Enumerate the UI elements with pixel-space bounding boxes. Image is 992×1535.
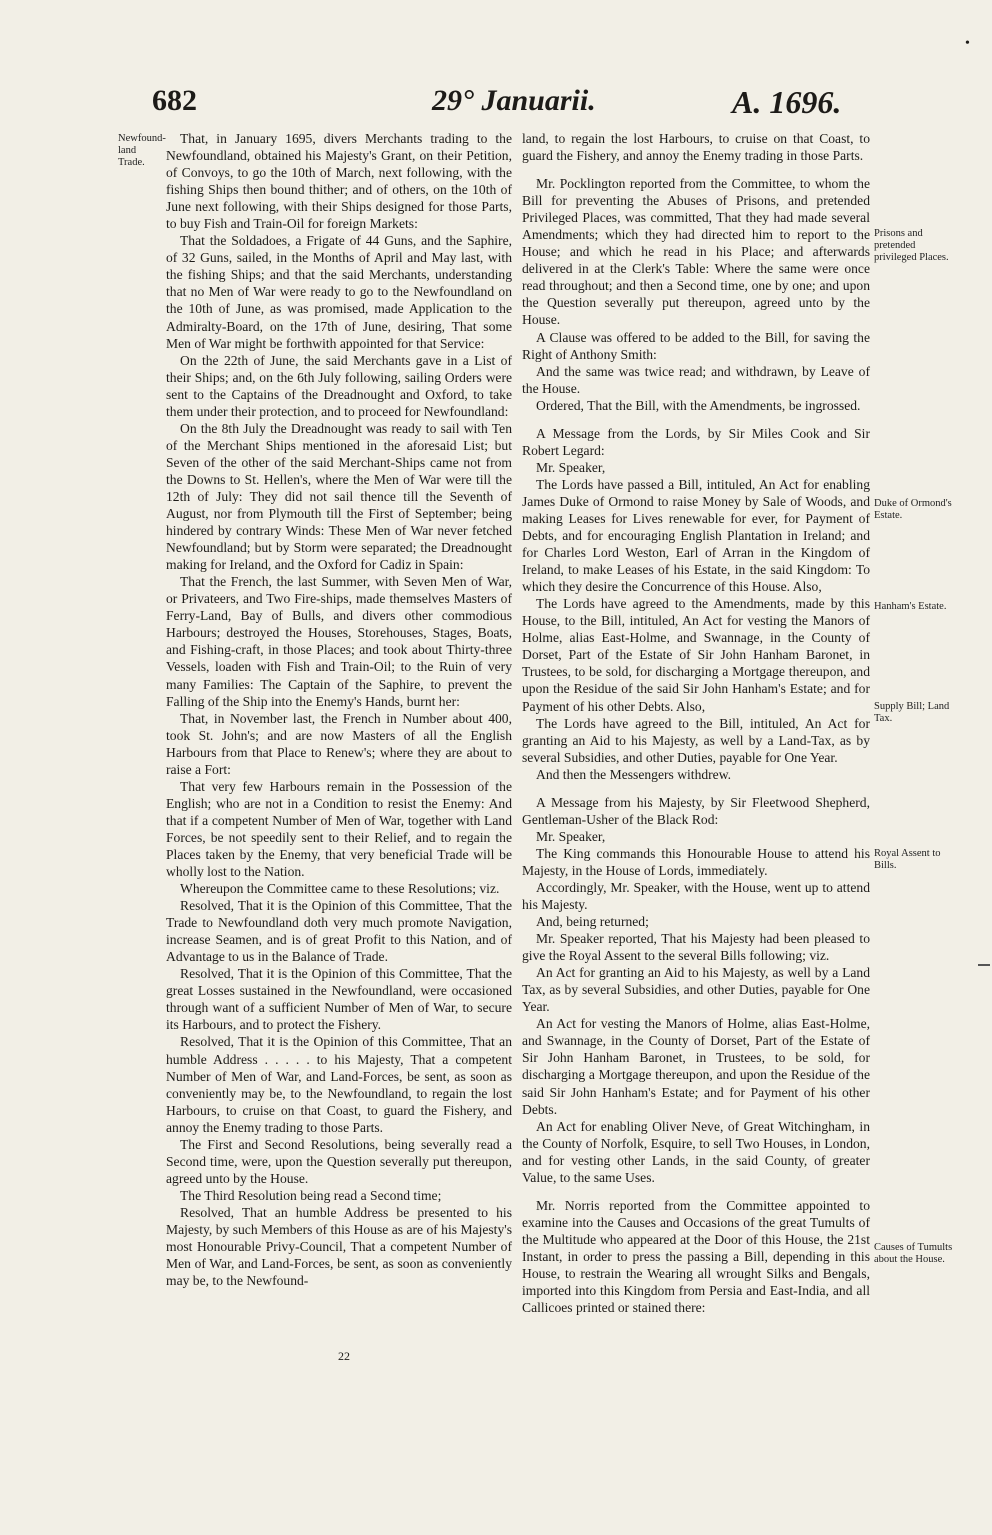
paragraph: Mr. Speaker reported, That his Majesty had been pleased to give the Royal Assent to the several Bills following; viz. [522, 931, 870, 964]
paragraph: A Message from his Majesty, by Sir Fleetwood Shepherd, Gentleman-Usher of the Black Rod: [522, 794, 870, 827]
paragraph: A Message from the Lords, by Sir Miles Cook and Sir Robert Legard: [522, 425, 870, 458]
paragraph: And then the Messengers withdrew. [536, 766, 732, 782]
running-date: 29° Januarii. [432, 84, 596, 117]
page-number: 682 [152, 84, 197, 117]
paragraph: On the 8th July the Dreadnought was ready to sail with Ten of the Merchant Ships mentioned in the aforesaid List; but Seven of the other of the said Merchant-Ships came not from the Downs to St. Hellen's, where the Men of War were till the 12th of July: They did not sail thence till the Seventh of August, nor from Plymouth till the First of September; being hindered by contrary Winds: These Men of War never fetched Newfoundland; but by Storm were separated; the Dreadnought making for Ireland, and the Oxford for Cadiz in Spain: [166, 420, 512, 573]
left-column [166, 130, 512, 1289]
paragraph: Resolved, That an humble Address be presented to his Majesty, by such Members of this House as are of his Majesty's most Honourable Privy-Council, That a competent Number of Men of War, and Land-Forces, be sent, as soon as conveniently may be, to the Newfound- [166, 1204, 512, 1289]
paragraph: land, to regain the lost Harbours, to cruise on that Coast, to guard the Fishery, and annoy the Enemy trading in those Parts. [522, 131, 870, 164]
paragraph: Resolved, That it is the Opinion of this Committee, That the Trade to Newfoundland doth very much promote Navigation, increase Seamen, and is of great Profit to this Nation, and of Advantage to us in the Balance of Trade. [166, 898, 512, 965]
paragraph: An Act for granting an Aid to his Majesty, as well by a Land Tax, as by several Subsidies, and other Duties, payable for One Year. [522, 965, 870, 1015]
margin-note-hanham: Hanham's Estate. [874, 601, 947, 612]
running-year: A. 1696. [732, 84, 842, 120]
margin-note-ormond: Duke of Ormond's Estate. [874, 498, 952, 521]
paragraph: The First and Second Resolutions, being severally read a Second time, were, upon the Question severally put thereupon, agreed unto by the House. [166, 1136, 512, 1186]
right-column [522, 130, 870, 1316]
paragraph: That, in January 1695, divers Merchants trading to the Newfoundland, obtained his Majesty's Grant, on their Petition, of Convoys, to go the 10th of March, next following, with the fishing Ships then bound thither; and of others, on the 10th of June next following, with their Ships designed for those Parts, to buy Fish and Train-Oil for foreign Markets: [166, 131, 512, 232]
paragraph: And, being returned; [536, 914, 649, 930]
margin-note-newfoundland: Newfound-land Trade. [118, 133, 166, 168]
paragraph: A Clause was offered to be added to the Bill, for saving the Right of Anthony Smith: [522, 329, 870, 362]
paragraph: Mr. Pocklington reported from the Committee, to whom the Bill for preventing the Abuses of Prisons, and pretended Privileged Places, was committed, That they had made several Amendments; which they had directed him to report to the House; and which he read in his Place; and afterwards delivered in at the Clerk's Table: Where the same were once read throughout; and then a Second time, one by one; and upon the Question severally put thereupon, agreed unto by the House. [522, 176, 870, 328]
paragraph: The Lords have passed a Bill, intituled, An Act for enabling James Duke of Ormond to raise Money by Sale of Woods, and making Leases for Lives renewable for ever, for Payment of Debts, and for encouraging English Plantation in Ireland; and for Charles Lord Weston, Earl of Arran in the Kingdom of Ireland, to make Leases of his Estate, in the said Kingdom: To which they desire the Concurrence of this House. Also, [522, 476, 870, 595]
margin-note-tumults: Causes of Tumults about the House. [874, 1242, 953, 1265]
paragraph: That the French, the last Summer, with Seven Men of War, or Privateers, and Two Fire-ships, made themselves Masters of Ferry-Land, Bay of Bulls, and divers other commodious Harbours; destroyed the Houses, Storehouses, Stages, Boats, and Fishing-craft, in those Places; and took about Thirty-three Vessels, loaden with Fish and Train-Oil; to the Ruin of very many Families: The Captain of the Saphire, to prevent the Falling of the Ship into the Enemy's Hands, burnt her: [166, 574, 512, 709]
paragraph: That very few Harbours remain in the Possession of the English; who are not in a Condition to resist the Enemy: And that if a competent Number of Men of War, together with Land Forces, be not speedily sent to their Relief, and to regain the Places taken by the Enemy, that very beneficial Trade will be wholly lost to the Nation. [166, 778, 512, 880]
paragraph: Accordingly, Mr. Speaker, with the House, went up to attend his Majesty. [522, 879, 870, 913]
paragraph: On the 22th of June, the said Merchants gave in a List of their Ships; and, on the 6th July following, sailing Orders were sent to the Captains of the Dreadnought and Oxford, to take them under their protection, and to proceed for Newfoundland: [166, 352, 512, 419]
signature-mark: 22 [338, 1349, 350, 1363]
paragraph: The King commands this Honourable House to attend his Majesty, in the House of Lords, immediately. [522, 845, 870, 878]
margin-note-royal-assent: Royal Assent to Bills. [874, 848, 941, 871]
speaker-address: Mr. Speaker, [536, 828, 606, 844]
paragraph: That, in November last, the French in Number about 400, took St. John's; and are now Masters of all the English Harbours from that Place to Renew's; where they are about to raise a Fort: [166, 710, 512, 777]
corner-mark: • [965, 36, 970, 51]
paragraph: Ordered, That the Bill, with the Amendments, be ingrossed. [536, 397, 861, 413]
paragraph: An Act for vesting the Manors of Holme, alias East-Holme, and Swannage, in the County of Dorset, Part of the Estate of Sir John Hanham Baronet, in Trustees, to be sold, for discharging a Mortgage thereupon, and upon the Residue of the said Sir John Hanham's Estate; and for Payment of his other Debts. [522, 1016, 870, 1117]
paragraph: The Lords have agreed to the Amendments, made by this House, to the Bill, intituled, An Act for vesting the Manors of Holme, alias East-Holme, and Swannage, in the County of Dorset, Part of the Estate of Sir John Hanham Baronet, in Trustees, to be sold, for discharging a Mortgage thereupon, and upon the Residue of the said Sir John Hanham's Estate; and for Payment of his other Debts. Also, [522, 596, 870, 714]
paragraph: The Third Resolution being read a Second time; [180, 1187, 442, 1203]
paragraph: An Act for enabling Oliver Neve, of Great Witchingham, in the County of Norfolk, Esquire, to sell Two Houses, in London, and for vesting other Lands, in the said County, of greater Value, to the same Uses. [522, 1118, 870, 1185]
margin-note-supply: Supply Bill; Land Tax. [874, 701, 950, 724]
paragraph: Mr. Norris reported from the Committee appointed to examine into the Causes and Occasions of the great Tumults of the Multitude who appeared at the Door of this House, the 21st Instant, in order to press the passing a Bill, depending in this House, to restrain the Wearing all wrought Silks and Bengals, imported into this Kingdom from Persia and East-India, and all Callicoes printed or stained there: [522, 1197, 870, 1316]
paragraph: The Lords have agreed to the Bill, intituled, An Act for granting an Aid to his Majesty, as well by a Land-Tax, as by several Subsidies, and other Duties, payable for One Year. [522, 715, 870, 765]
paragraph: Resolved, That it is the Opinion of this Committee, That an humble Address . . . . . to his Majesty, That a competent Number of Men of War, and Land-Forces, be sent, as soon as conveniently may be, to the Newfoundland, to regain the lost Harbours, to cruise on that Coast, to guard the Fishery, and annoy the Enemy trading to those Parts. [166, 1034, 512, 1135]
paragraph: Whereupon the Committee came to these Resolutions; viz. [180, 881, 500, 897]
margin-note-prisons: Prisons and pretended privileged Places. [874, 228, 949, 263]
paragraph: Resolved, That it is the Opinion of this Committee, That the great Losses sustained in the Newfoundland, were occasioned through want of a sufficient Number of Men of War, to secure its Harbours, and to protect the Fishery. [166, 966, 512, 1033]
speaker-address: Mr. Speaker, [536, 459, 606, 475]
paragraph: That the Soldadoes, a Frigate of 44 Guns, and the Saphire, of 32 Guns, sailed, in the Months of April and May last, with the fishing Ships; and that the said Merchants, understanding that no Men of War were ready to go to the Newfoundland on the 10th of June, as was promised, made Application to the Admiralty-Board, on the 17th of June, desiring, That some Men of War might be forthwith appointed for that Service: [166, 233, 512, 351]
paragraph: And the same was twice read; and withdrawn, by Leave of the House. [522, 363, 870, 396]
edge-mark [978, 964, 990, 966]
